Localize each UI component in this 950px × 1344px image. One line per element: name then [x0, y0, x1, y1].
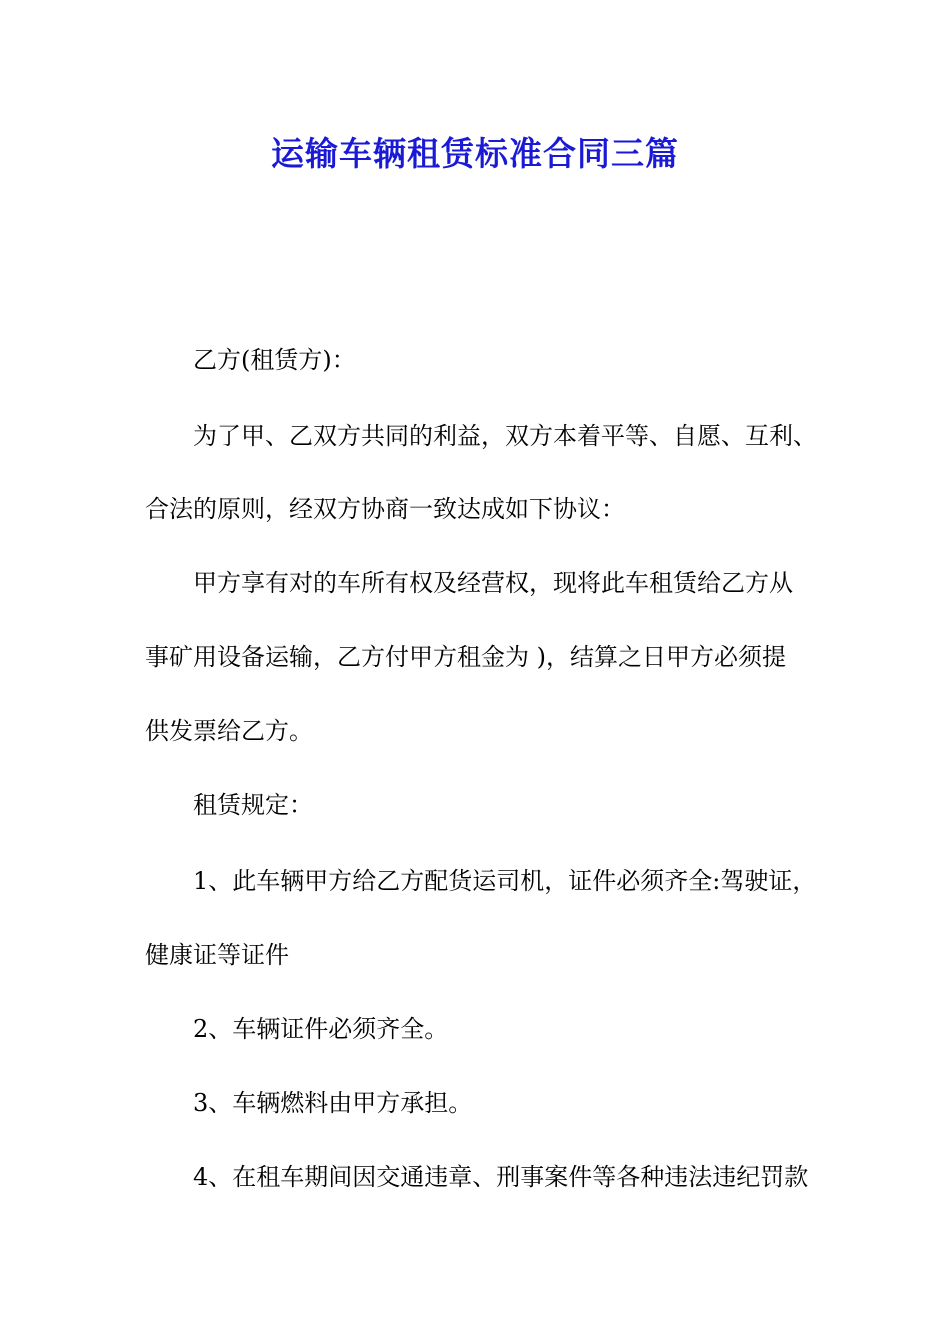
paragraph-line: 事矿用设备运输，乙方付甲方租金为 )，结算之日甲方必须提 — [145, 643, 786, 671]
section-heading: 租赁规定： — [193, 791, 313, 819]
paragraph-line: 甲方享有对的车所有权及经营权，现将此车租赁给乙方从 — [193, 569, 793, 597]
paragraph-line: 为了甲、乙双方共同的利益，双方本着平等、自愿、互利、 — [193, 422, 817, 450]
clause-line: 健康证等证件 — [145, 941, 289, 969]
clause-line: 1、此车辆甲方给乙方配货运司机，证件必须齐全:驾驶证， — [193, 867, 817, 895]
clause-line: 2、车辆证件必须齐全。 — [193, 1015, 449, 1043]
clause-line: 4、在租车期间因交通违章、刑事案件等各种违法违纪罚款 — [193, 1163, 809, 1191]
clause-line: 3、车辆燃料由甲方承担。 — [193, 1089, 473, 1117]
party-b-line: 乙方(租赁方)： — [193, 346, 356, 374]
paragraph-line: 合法的原则，经双方协商一致达成如下协议： — [145, 495, 625, 523]
paragraph-line: 供发票给乙方。 — [145, 717, 313, 745]
document-title: 运输车辆租赁标准合同三篇 — [271, 134, 679, 173]
